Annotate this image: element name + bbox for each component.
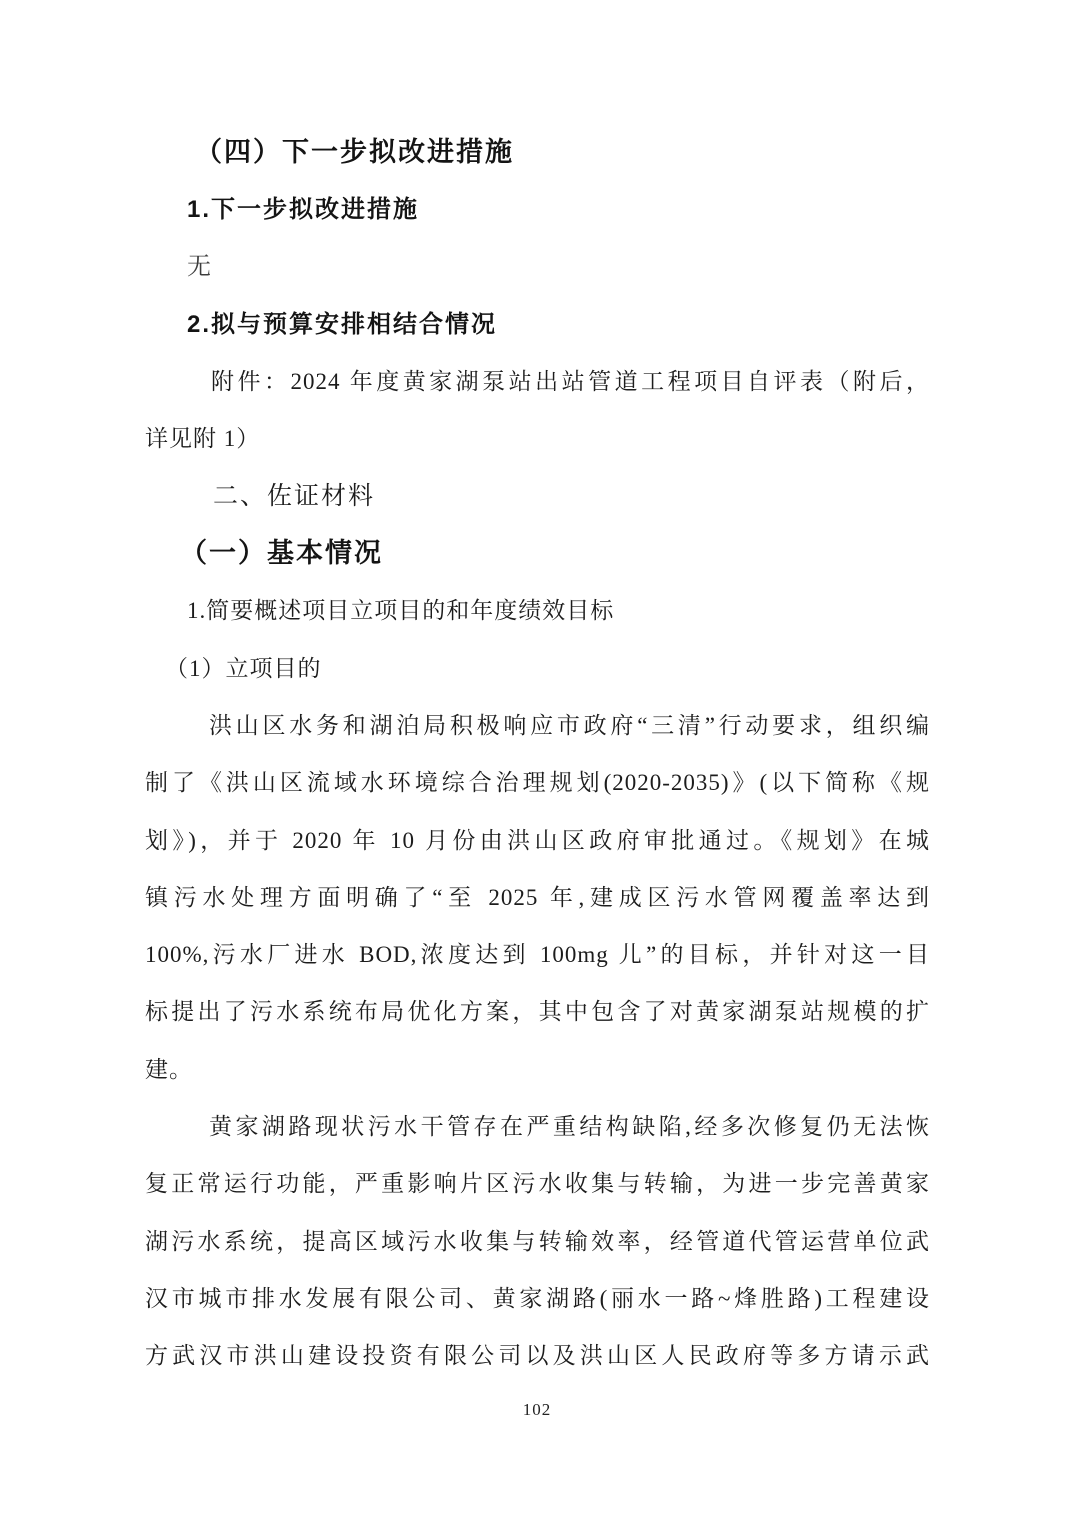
text-line: 制了《洪山区流域水环境综合治理规划(2020-2035)》(以下简称《规 bbox=[145, 770, 930, 796]
text-line: 汉市城市排水发展有限公司、黄家湖路(丽水一路~烽胜路)工程建设 bbox=[145, 1285, 930, 1311]
sub-heading-next-step: 1.下一步拟改进措施 bbox=[187, 196, 420, 224]
text-line: 详见附 1） bbox=[145, 426, 261, 452]
heading-basic-situation: （一）基本情况 bbox=[180, 538, 383, 569]
text-line: 划》)，并于 2020 年 10 月份由洪山区政府审批通过。《规划》在城 bbox=[145, 827, 930, 853]
heading-supporting-materials: 二、佐证材料 bbox=[213, 482, 376, 510]
text-line: 镇污水处理方面明确了“至 2025 年,建成区污水管网覆盖率达到 bbox=[145, 884, 930, 910]
text-line: 标提出了污水系统布局优化方案，其中包含了对黄家湖泵站规模的扩 bbox=[145, 999, 930, 1025]
attachment-paragraph bbox=[145, 353, 930, 468]
text-line: 复正常运行功能，严重影响片区污水收集与转输，为进一步完善黄家 bbox=[145, 1171, 930, 1197]
paragraph-pipeline-defects bbox=[145, 1098, 930, 1384]
item-project-purpose-and-goals: 1.简要概述项目立项目的和年度绩效目标 bbox=[187, 598, 615, 624]
sub-heading-budget-combination: 2.拟与预算安排相结合情况 bbox=[187, 310, 498, 338]
paragraph-planning-background bbox=[145, 697, 930, 1098]
text-line: 黄家湖路现状污水干管存在严重结构缺陷,经多次修复仍无法恢 bbox=[209, 1114, 930, 1140]
text-line: 方武汉市洪山建设投资有限公司以及洪山区人民政府等多方请示武 bbox=[145, 1343, 930, 1369]
none-text: 无 bbox=[187, 253, 211, 280]
text-line: 附件：2024 年度黄家湖泵站出站管道工程项目自评表（附后， bbox=[211, 369, 930, 395]
page-number: 102 bbox=[522, 1400, 552, 1419]
text-line: 湖污水系统，提高区域污水收集与转输效率，经管道代管运营单位武 bbox=[145, 1228, 930, 1254]
document-content bbox=[145, 124, 930, 1385]
text-line: 建。 bbox=[145, 1056, 193, 1082]
heading-section-4: （四）下一步拟改进措施 bbox=[195, 137, 514, 167]
text-line: 洪山区水务和湖泊局积极响应市政府“三清”行动要求，组织编 bbox=[209, 712, 930, 738]
item-project-purpose: （1）立项目的 bbox=[165, 655, 322, 681]
text-line: 100%,污水厂进水 BOD,浓度达到 100mg 儿”的目标，并针对这一目 bbox=[145, 942, 930, 968]
